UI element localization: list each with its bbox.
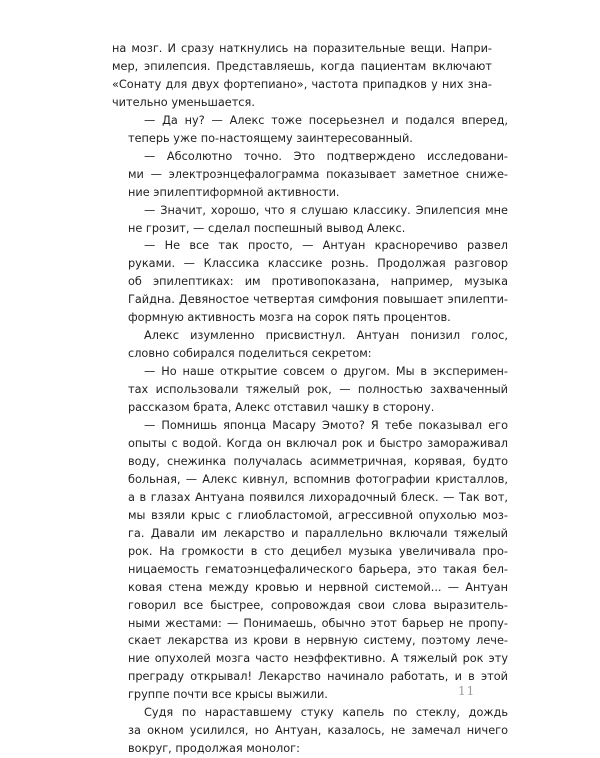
text-line: скает лекарства из крови в нервную систему, поэтому лече- — [128, 634, 508, 648]
text-line: чительно уменьшается. — [112, 95, 255, 109]
paragraph-5 — [112, 237, 508, 327]
text-line: — Абсолютно точно. Это подтверждено исследовани- — [144, 149, 508, 163]
text-line: руками. — Классика классике рознь. Продолжая разговор — [128, 257, 508, 271]
text-line: на мозг. И сразу наткнулись на поразительные вещи. Напри- — [112, 42, 492, 55]
paragraph-4 — [112, 202, 508, 238]
page-number: 11 — [458, 684, 476, 698]
body-text — [112, 40, 508, 758]
text-line: говорил все быстрее, сопровождая свои слова выразитель- — [128, 598, 508, 612]
text-line: вокруг, продолжая монолог: — [128, 742, 300, 756]
paragraph-8 — [112, 417, 508, 704]
text-line: — Не все так просто, — Антуан красноречиво развел — [144, 239, 508, 253]
text-line: — Да ну? — Алекс тоже посерьезнел и подался вперед, — [144, 113, 508, 127]
text-line: Гайдна. Девяностое четвертая симфония повышает эпилепти- — [128, 293, 508, 307]
paragraph-7 — [112, 363, 508, 417]
text-line: воду, снежинка получалась асимметричная, корявая, будто — [128, 454, 508, 468]
text-line: ными жестами: — Понимаешь, обычно этот барьер не пропу- — [128, 616, 508, 630]
text-line: ние эпилептиформной активности. — [128, 185, 340, 199]
text-line: — Помнишь японца Масару Эмото? Я тебе показывал его — [144, 419, 508, 433]
text-line: «Сонату для двух фортепиано», частота припадков у них зна- — [112, 77, 492, 91]
paragraph-1 — [112, 40, 492, 112]
text-line: словно собирался поделиться секретом: — [128, 347, 372, 361]
text-line: теперь уже по-настоящему заинтересованный. — [128, 131, 413, 145]
paragraph-2 — [112, 112, 508, 148]
text-line: не грозит, — сделал поспешный вывод Алекс. — [128, 221, 406, 235]
text-line: ковая стена между кровью и нервной системой... — Антуан — [128, 580, 508, 594]
text-line: мер, эпилепсия. Представляешь, когда пациентам включают — [112, 59, 492, 73]
text-line: ницаемость гематоэнцефалического барьера, это такая бел- — [128, 562, 508, 576]
text-line: Алекс изумленно присвистнул. Антуан понизил голос, — [144, 329, 508, 343]
text-line: Судя по нараставшему стуку капель по стеклу, дождь — [144, 706, 508, 720]
text-line: группе почти все крысы выжили. — [128, 688, 328, 702]
text-line: — Значит, хорошо, что я слушаю классику. Эпилепсия мне — [144, 203, 508, 217]
text-line: ние опухолей мозга часто неэффективно. А тяжелый рок эту — [128, 652, 508, 666]
paragraph-6 — [112, 327, 508, 363]
text-line: формную активность мозга на сорок пять процентов. — [128, 311, 451, 325]
text-line: мы взяли крыс с глиобластомой, агрессивной опухолью моз- — [128, 508, 508, 522]
text-line: — Но наше открытие совсем о другом. Мы в эксперимен- — [144, 365, 508, 379]
paragraph-3 — [112, 148, 508, 202]
text-line: об эпилептиках: им противопоказана, например, музыка — [128, 275, 508, 289]
text-line: больная, — Алекс кивнул, вспомнив фотографии кристаллов, — [128, 472, 508, 486]
text-line: опыты с водой. Когда он включал рок и быстро замораживал — [128, 436, 508, 450]
text-line: рок. На громкости в сто децибел музыка увеличивала про- — [128, 544, 508, 558]
text-line: преграду открывал! Лекарство начинало работать, и в этой — [128, 670, 508, 684]
text-line: га. Давали им лекарство и параллельно включали тяжелый — [128, 526, 508, 540]
text-line: ми — электроэнцефалограмма показывает заметное сниже- — [128, 167, 508, 181]
text-line: рассказом брата, Алекс отставил чашку в сторону. — [128, 401, 435, 415]
text-line: за окном усилился, но Антуан, казалось, не замечал ничего — [128, 724, 508, 738]
text-line: тах использовали тяжелый рок, — полностью захваченный — [128, 383, 508, 397]
text-line: а в глазах Антуана появился лихорадочный блеск. — Так вот, — [128, 490, 508, 504]
